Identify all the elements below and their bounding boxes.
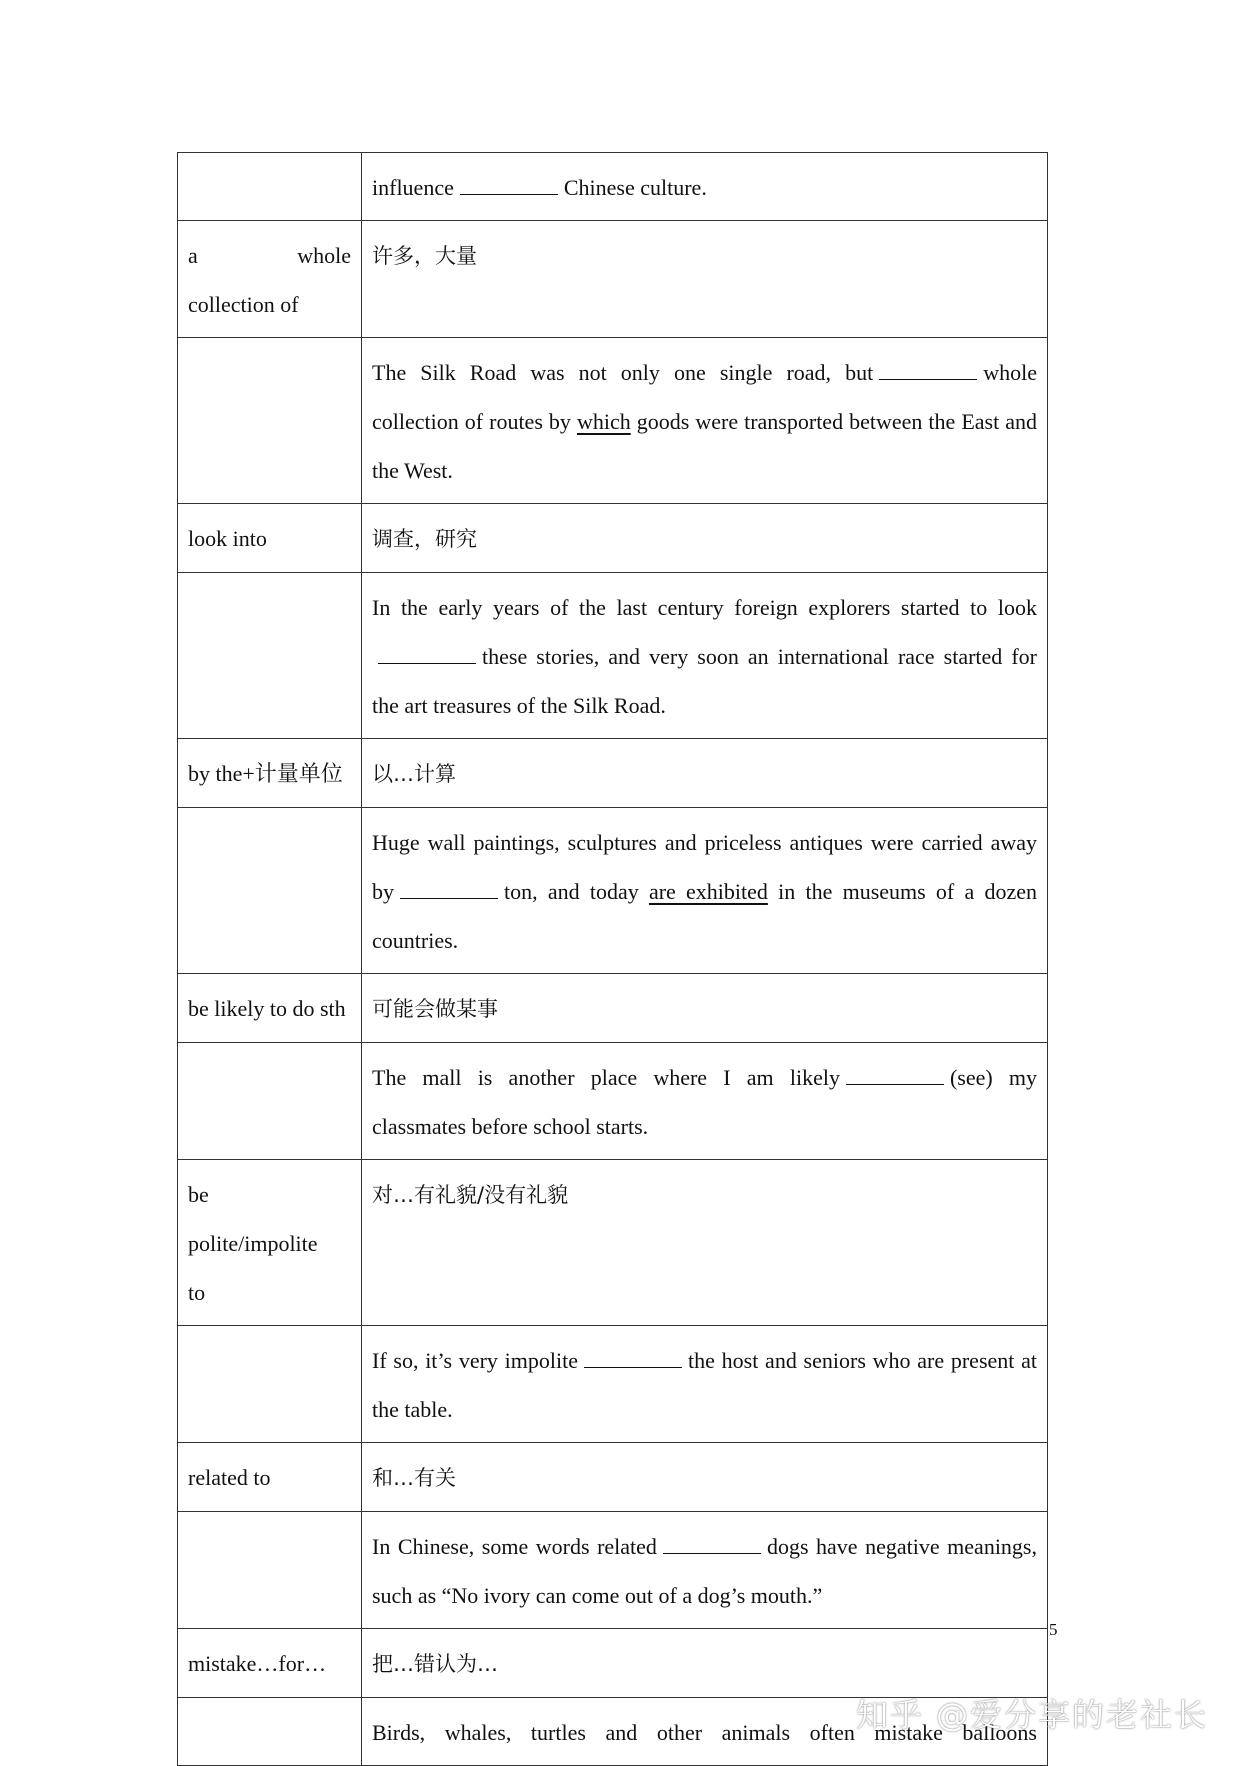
example-text: in the museums of a dozen countries. (372, 879, 1037, 953)
example-text: dogs have negative meanings, such as “No ivory can come out of a dog’s mouth.” (372, 1534, 1037, 1608)
term-cell (178, 739, 362, 808)
meaning-text: 调查，研究 (372, 527, 477, 551)
table-row (178, 338, 1048, 504)
table-row (178, 1443, 1048, 1512)
table-row (178, 1629, 1048, 1698)
underlined-word: are exhibited (648, 879, 768, 904)
example-text: (see) my classmates before school starts. (372, 1065, 1038, 1139)
example-text: influence (372, 175, 454, 200)
example-text: The Silk Road was not only one single road, but (372, 360, 874, 385)
meaning-text: 以…计算 (372, 762, 456, 786)
term-cell (178, 974, 362, 1043)
example-text: Birds, whales, turtles and other animals often mistake balloons (372, 1720, 1037, 1745)
example-cell (362, 1043, 1048, 1160)
meaning-cell (362, 1629, 1048, 1698)
meaning-text: 和…有关 (372, 1466, 456, 1490)
example-text: The mall is another place where I am likely (372, 1065, 840, 1090)
meaning-cell (362, 1160, 1048, 1326)
example-text: the host and seniors who are present at the table. (372, 1348, 1038, 1422)
meaning-cell (362, 221, 1048, 338)
answer-blank (879, 378, 977, 380)
example-cell (362, 1512, 1048, 1629)
example-text: In the early years of the last century foreign explorers started to look (372, 595, 1037, 620)
example-text: Huge wall paintings, sculptures and priceless antiques were carried away by (372, 830, 1037, 904)
term-cell (178, 1443, 362, 1512)
table-row (178, 153, 1048, 221)
table-row (178, 1512, 1048, 1629)
term-cell (178, 338, 362, 504)
answer-blank (846, 1083, 944, 1085)
term-text: be (188, 1182, 209, 1207)
meaning-text: 对…有礼貌/没有礼貌 (372, 1183, 569, 1207)
example-text: If so, it’s very impolite (372, 1348, 579, 1373)
example-cell (362, 1326, 1048, 1443)
term-text: to (188, 1280, 206, 1305)
answer-blank (663, 1552, 761, 1554)
meaning-text: 把…错认为… (372, 1652, 498, 1676)
term-cell (178, 221, 362, 338)
term-cell (178, 1160, 362, 1326)
example-cell (362, 338, 1048, 504)
term-text: whole (297, 243, 351, 268)
vocabulary-table (177, 152, 1048, 1766)
example-cell (362, 573, 1048, 739)
page-number: 5 (1049, 1620, 1058, 1639)
table-row (178, 573, 1048, 739)
answer-blank (378, 662, 476, 664)
example-text: ton, and today (504, 879, 639, 904)
table-row (178, 1326, 1048, 1443)
term-cell (178, 1629, 362, 1698)
underlined-word: which (576, 409, 631, 434)
example-cell (362, 153, 1048, 221)
term-text: polite/impolite (188, 1231, 318, 1256)
term-text: by the+计量单位 (188, 761, 343, 786)
term-cell (178, 153, 362, 221)
table-row (178, 1043, 1048, 1160)
term-cell (178, 1512, 362, 1629)
term-cell (178, 1326, 362, 1443)
example-text: In Chinese, some words related (372, 1534, 657, 1559)
term-text: a (188, 243, 198, 268)
term-cell (178, 808, 362, 974)
table-row (178, 221, 1048, 338)
example-text: Chinese culture. (563, 175, 707, 200)
table-row (178, 808, 1048, 974)
answer-blank (400, 897, 498, 899)
meaning-cell (362, 739, 1048, 808)
term-line (188, 231, 351, 280)
term-text: mistake…for… (188, 1651, 327, 1676)
meaning-cell (362, 504, 1048, 573)
answer-blank (460, 193, 558, 195)
term-cell (178, 1043, 362, 1160)
table-row (178, 1160, 1048, 1326)
term-text: look into (188, 526, 267, 551)
term-cell (178, 573, 362, 739)
answer-blank (584, 1366, 682, 1368)
meaning-text: 可能会做某事 (372, 997, 498, 1021)
table-row (178, 974, 1048, 1043)
watermark: 知乎 @爱分享的老社长 (855, 1696, 1208, 1734)
table-row (178, 739, 1048, 808)
term-cell (178, 504, 362, 573)
table-row (178, 504, 1048, 573)
meaning-text: 许多，大量 (372, 244, 477, 268)
example-text: whole collection of routes by (372, 360, 1037, 434)
term-cell (178, 1698, 362, 1766)
example-cell (362, 808, 1048, 974)
term-text: collection of (188, 292, 299, 317)
meaning-cell (362, 974, 1048, 1043)
term-text: related to (188, 1465, 271, 1490)
example-text: these stories, and very soon an international race started for the art treasures of the Silk Road. (372, 644, 1037, 718)
meaning-cell (362, 1443, 1048, 1512)
term-text: be likely to do sth (188, 996, 346, 1021)
example-text: goods were transported between the East and the West. (372, 409, 1037, 483)
